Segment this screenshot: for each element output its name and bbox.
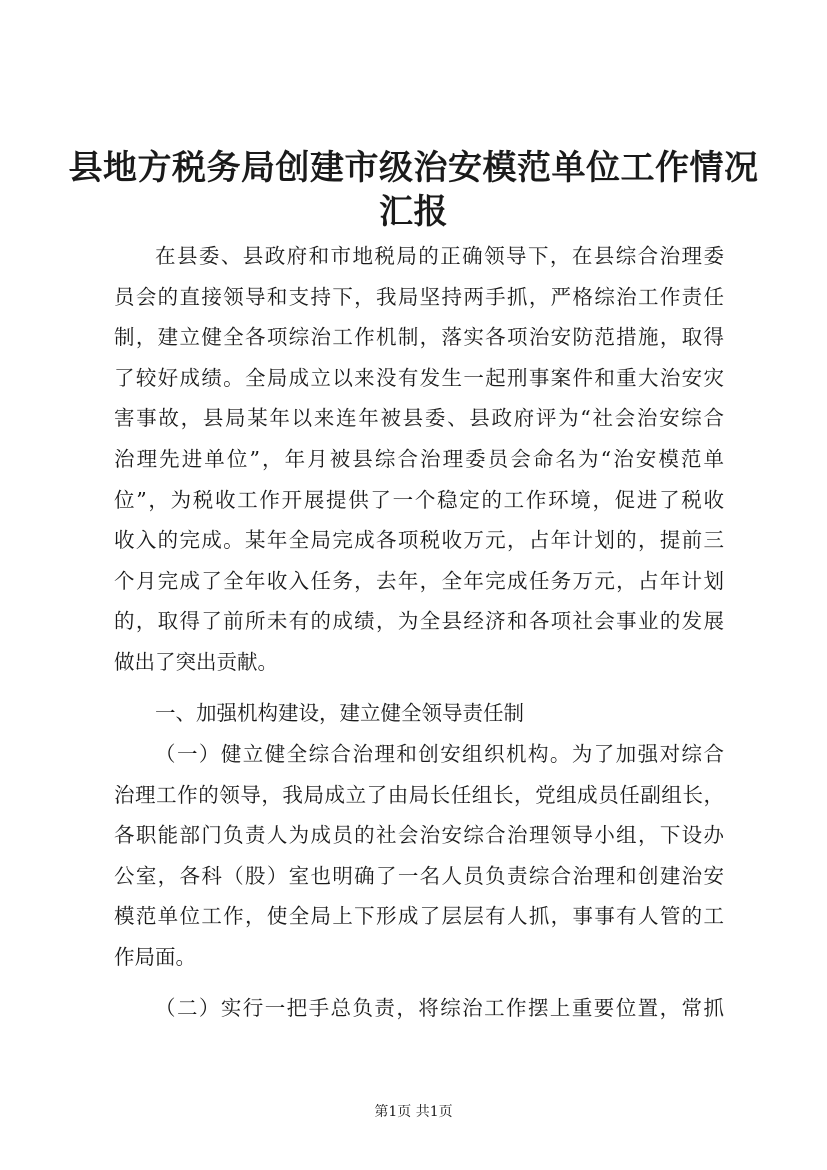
paragraph-line: 了较好成绩。全局成立以来没有发生一起刑事案件和重大治安灾 bbox=[114, 365, 724, 390]
document-title-line-2: 汇报 bbox=[379, 192, 448, 232]
paragraph-line: （一）健立健全综合治理和创安组织机构。为了加强对综合 bbox=[155, 742, 724, 766]
paragraph-line: 员会的直接领导和支持下，我局坚持两手抓，严格综治工作责任 bbox=[114, 284, 724, 309]
paragraph-line: 模范单位工作，使全局上下形成了层层有人抓，事事有人管的工 bbox=[114, 904, 724, 929]
document-title-line-1: 县地方税务局创建市级治安模范单位工作情况 bbox=[68, 148, 759, 188]
paragraph-line: 治理先进单位”，年月被县综合治理委员会命名为“治安模范单 bbox=[114, 446, 724, 471]
paragraph-line: 治理工作的领导，我局成立了由局长任组长，党组成员任副组长， bbox=[114, 782, 724, 807]
paragraph-intro bbox=[114, 236, 724, 683]
paragraph-line: 做出了突出贡献。 bbox=[114, 649, 278, 674]
paragraph-line: 作局面。 bbox=[114, 944, 196, 969]
paragraph-line: 位”，为税收工作开展提供了一个稳定的工作环境，促进了税收 bbox=[114, 487, 724, 512]
paragraph-line: 各职能部门负责人为成员的社会治安综合治理领导小组，下设办 bbox=[114, 823, 724, 848]
paragraph-line: 收入的完成。某年全局完成各项税收万元，占年计划的，提前三 bbox=[114, 528, 724, 553]
paragraph-leadership bbox=[114, 988, 724, 1029]
page-number-footer: 第1页 共1页 bbox=[374, 1104, 453, 1120]
paragraph-line: （二）实行一把手总负责，将综治工作摆上重要位置，常抓 bbox=[155, 996, 724, 1020]
section-heading-text: 一、加强机构建设，建立健全领导责任制 bbox=[155, 701, 524, 725]
paragraph-line: 害事故，县局某年以来连年被县委、县政府评为“社会治安综合 bbox=[114, 406, 724, 431]
paragraph-line: 个月完成了全年收入任务，去年，全年完成任务万元，占年计划 bbox=[114, 568, 724, 593]
paragraph-line: 在县委、县政府和市地税局的正确领导下，在县综合治理委 bbox=[155, 244, 724, 268]
paragraph-line: 的，取得了前所未有的成绩，为全县经济和各项社会事业的发展 bbox=[114, 609, 724, 634]
paragraph-organization bbox=[114, 734, 724, 978]
section-heading bbox=[114, 693, 724, 734]
paragraph-line: 公室，各科（股）室也明确了一名人员负责综合治理和创建治安 bbox=[114, 863, 724, 888]
paragraph-line: 制，建立健全各项综治工作机制，落实各项治安防范措施，取得 bbox=[114, 325, 724, 350]
